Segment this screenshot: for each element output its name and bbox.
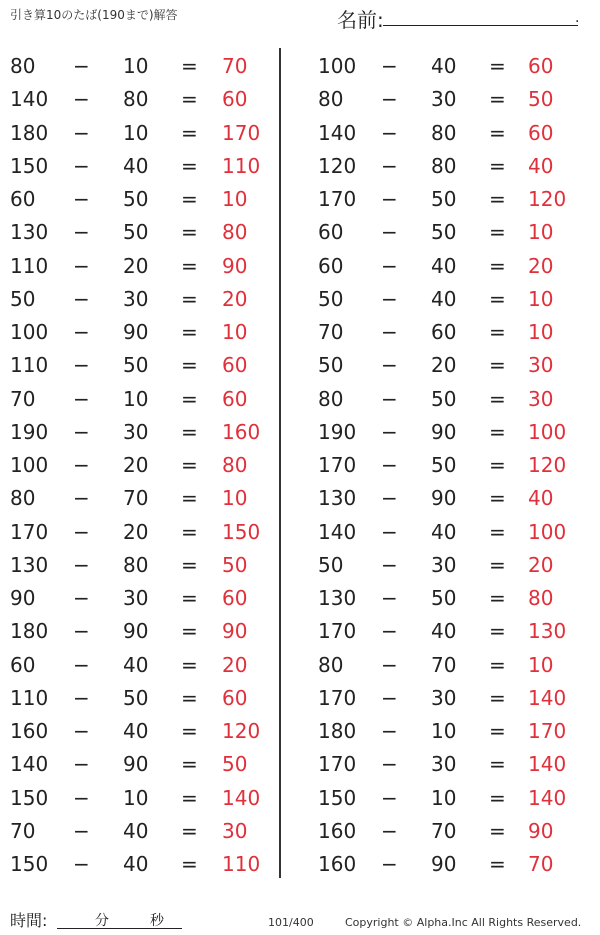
minus-sign: − [381,353,398,378]
subtrahend: 40 [123,719,149,743]
subtrahend: 30 [431,752,457,777]
equals-sign: = [181,54,198,78]
minus-sign: − [381,87,398,112]
answer: 90 [222,619,248,644]
minuend: 140 [10,752,49,777]
minuend: 190 [10,419,49,444]
answer: 60 [528,120,554,145]
answer: 100 [528,519,567,544]
minuend: 140 [10,87,49,112]
minus-sign: − [73,719,90,743]
subtrahend: 40 [431,54,457,78]
minus-sign: − [381,320,398,344]
equals-sign: = [489,852,506,876]
equals-sign: = [489,87,506,112]
minus-sign: − [73,486,90,511]
subtrahend: 60 [431,320,457,344]
subtrahend: 70 [123,486,149,511]
subtrahend: 40 [123,652,149,677]
worksheet-title: 引き算10のたば(190まで)解答 [10,8,178,22]
name-input-line[interactable] [383,25,578,26]
answer: 30 [528,386,554,411]
equals-sign: = [181,153,198,178]
minus-sign: − [381,253,398,278]
answer: 140 [222,785,261,810]
minuend: 70 [10,386,36,411]
minus-sign: − [73,785,90,810]
equals-sign: = [181,519,198,544]
subtrahend: 30 [123,586,149,610]
subtrahend: 50 [431,586,457,610]
minus-sign: − [381,153,398,178]
answer: 80 [222,453,248,477]
minuend: 170 [10,519,49,544]
subtrahend: 90 [123,320,149,344]
equals-sign: = [489,353,506,378]
minus-sign: − [73,552,90,577]
answer: 20 [222,286,248,311]
equals-sign: = [181,486,198,511]
page-number: 101/400 [268,916,314,929]
minuend: 90 [10,586,36,610]
minus-sign: − [73,586,90,610]
minus-sign: − [381,419,398,444]
subtrahend: 80 [123,552,149,577]
minus-sign: − [381,752,398,777]
equals-sign: = [489,286,506,311]
subtrahend: 90 [123,619,149,644]
minuend: 170 [318,752,357,777]
minuend: 50 [10,286,36,311]
minus-sign: − [73,453,90,477]
minus-sign: − [381,54,398,78]
time-label: 時間: [10,911,48,930]
equals-sign: = [181,719,198,743]
answer: 140 [528,685,567,710]
subtrahend: 80 [123,87,149,112]
equals-sign: = [489,54,506,78]
subtrahend: 20 [123,519,149,544]
equals-sign: = [489,586,506,610]
equals-sign: = [489,818,506,843]
minus-sign: − [381,519,398,544]
minuend: 80 [10,486,36,511]
equals-sign: = [489,719,506,743]
minuend: 70 [318,320,344,344]
minuend: 50 [318,286,344,311]
subtrahend: 50 [431,187,457,211]
minuend: 50 [318,552,344,577]
answer: 120 [528,453,567,477]
answer: 50 [222,552,248,577]
subtrahend: 40 [431,286,457,311]
equals-sign: = [489,619,506,644]
subtrahend: 90 [431,852,457,876]
subtrahend: 90 [431,486,457,511]
equals-sign: = [489,652,506,677]
answer: 130 [528,619,567,644]
minuend: 60 [10,652,36,677]
subtrahend: 20 [123,253,149,278]
answer: 60 [222,685,248,710]
answer: 20 [528,253,554,278]
answer: 140 [528,752,567,777]
minuend: 170 [318,187,357,211]
answer: 170 [222,120,261,145]
equals-sign: = [489,519,506,544]
minuend: 120 [318,153,357,178]
answer: 170 [528,719,567,743]
equals-sign: = [489,153,506,178]
minus-sign: − [73,652,90,677]
minus-sign: − [381,719,398,743]
answer: 90 [222,253,248,278]
minuend: 150 [10,153,49,178]
minuend: 130 [318,486,357,511]
minus-sign: − [381,586,398,610]
equals-sign: = [181,419,198,444]
minuend: 180 [10,619,49,644]
answer: 40 [528,153,554,178]
subtrahend: 40 [123,852,149,876]
minuend: 60 [10,187,36,211]
minus-sign: − [381,652,398,677]
minus-sign: − [73,187,90,211]
minuend: 170 [318,685,357,710]
minus-sign: − [381,685,398,710]
answer: 80 [222,220,248,245]
subtrahend: 50 [123,220,149,245]
minuend: 80 [318,652,344,677]
answer: 10 [222,486,248,511]
equals-sign: = [181,752,198,777]
minuend: 190 [318,419,357,444]
equals-sign: = [181,619,198,644]
equals-sign: = [181,852,198,876]
equals-sign: = [489,220,506,245]
minuend: 140 [318,120,357,145]
equals-sign: = [489,453,506,477]
minuend: 150 [10,785,49,810]
equals-sign: = [489,486,506,511]
subtrahend: 40 [431,519,457,544]
subtrahend: 30 [431,685,457,710]
minuend: 160 [10,719,49,743]
answer: 110 [222,852,261,876]
minuend: 80 [10,54,36,78]
subtrahend: 10 [123,120,149,145]
subtrahend: 20 [123,453,149,477]
equals-sign: = [181,120,198,145]
answer: 60 [222,586,248,610]
minuend: 100 [10,453,49,477]
answer: 50 [222,752,248,777]
subtrahend: 10 [431,719,457,743]
answer: 80 [528,586,554,610]
answer: 10 [222,320,248,344]
minuend: 110 [10,685,49,710]
minuend: 130 [10,220,49,245]
minutes-label: 分 [95,913,109,929]
minus-sign: − [73,286,90,311]
minuend: 110 [10,353,49,378]
subtrahend: 10 [123,54,149,78]
equals-sign: = [181,353,198,378]
minus-sign: − [381,552,398,577]
answer: 20 [528,552,554,577]
minus-sign: − [73,619,90,644]
answer: 60 [222,87,248,112]
equals-sign: = [181,652,198,677]
equals-sign: = [181,87,198,112]
answer: 70 [222,54,248,78]
equals-sign: = [489,785,506,810]
minus-sign: − [381,120,398,145]
minuend: 100 [318,54,357,78]
answer: 160 [222,419,261,444]
equals-sign: = [181,453,198,477]
subtrahend: 10 [123,785,149,810]
minus-sign: − [381,453,398,477]
subtrahend: 70 [431,652,457,677]
minuend: 130 [10,552,49,577]
answer: 110 [222,153,261,178]
answer: 60 [528,54,554,78]
minus-sign: − [73,852,90,876]
equals-sign: = [181,220,198,245]
minuend: 110 [10,253,49,278]
subtrahend: 50 [123,685,149,710]
minuend: 150 [10,852,49,876]
answer: 20 [222,652,248,677]
answer: 60 [222,386,248,411]
equals-sign: = [489,187,506,211]
minus-sign: − [381,818,398,843]
minus-sign: − [381,486,398,511]
equals-sign: = [489,320,506,344]
minuend: 160 [318,818,357,843]
equals-sign: = [181,818,198,843]
copyright-text: Copyright © Alpha.Inc All Rights Reserved. [345,916,582,929]
answer: 10 [528,652,554,677]
minuend: 50 [318,353,344,378]
equals-sign: = [489,253,506,278]
answer: 10 [528,220,554,245]
answer: 150 [222,519,261,544]
equals-sign: = [181,785,198,810]
minus-sign: − [73,419,90,444]
seconds-label: 秒 [150,913,164,929]
minuend: 170 [318,453,357,477]
minus-sign: − [381,286,398,311]
subtrahend: 80 [431,120,457,145]
subtrahend: 50 [431,386,457,411]
equals-sign: = [181,685,198,710]
answer: 50 [528,87,554,112]
minuend: 150 [318,785,357,810]
minuend: 180 [318,719,357,743]
subtrahend: 10 [431,785,457,810]
answer: 40 [528,486,554,511]
equals-sign: = [181,552,198,577]
minus-sign: − [381,386,398,411]
minus-sign: − [73,685,90,710]
minus-sign: − [73,120,90,145]
answer: 10 [222,187,248,211]
minuend: 60 [318,220,344,245]
equals-sign: = [489,685,506,710]
subtrahend: 40 [431,253,457,278]
equals-sign: = [181,320,198,344]
answer: 10 [528,286,554,311]
subtrahend: 30 [431,87,457,112]
minuend: 130 [318,586,357,610]
equals-sign: = [181,187,198,211]
equals-sign: = [181,253,198,278]
minus-sign: − [73,818,90,843]
minuend: 80 [318,87,344,112]
minuend: 100 [10,320,49,344]
answer: 60 [222,353,248,378]
subtrahend: 30 [431,552,457,577]
answer: 90 [528,818,554,843]
minus-sign: − [73,220,90,245]
minus-sign: − [73,54,90,78]
subtrahend: 90 [123,752,149,777]
answer: 30 [222,818,248,843]
subtrahend: 70 [431,818,457,843]
subtrahend: 90 [431,419,457,444]
minus-sign: − [73,752,90,777]
minus-sign: − [381,785,398,810]
answer: 120 [528,187,567,211]
subtrahend: 80 [431,153,457,178]
minus-sign: − [73,153,90,178]
minuend: 160 [318,852,357,876]
answer: 10 [528,320,554,344]
equals-sign: = [489,120,506,145]
minuend: 140 [318,519,357,544]
subtrahend: 50 [431,453,457,477]
minuend: 80 [318,386,344,411]
equals-sign: = [181,586,198,610]
subtrahend: 50 [123,353,149,378]
subtrahend: 50 [431,220,457,245]
name-end-dot: . [575,10,580,26]
subtrahend: 40 [431,619,457,644]
answer: 120 [222,719,261,743]
name-label: 名前: [337,8,384,32]
subtrahend: 30 [123,286,149,311]
minus-sign: − [381,619,398,644]
minuend: 60 [318,253,344,278]
minus-sign: − [73,386,90,411]
answer: 70 [528,852,554,876]
minus-sign: − [381,220,398,245]
equals-sign: = [489,419,506,444]
column-divider [279,48,281,878]
equals-sign: = [489,752,506,777]
minus-sign: − [381,852,398,876]
minus-sign: − [73,519,90,544]
equals-sign: = [489,552,506,577]
minus-sign: − [381,187,398,211]
minus-sign: − [73,320,90,344]
subtrahend: 40 [123,153,149,178]
minuend: 170 [318,619,357,644]
subtrahend: 40 [123,818,149,843]
equals-sign: = [181,386,198,411]
answer: 30 [528,353,554,378]
minus-sign: − [73,353,90,378]
minuend: 180 [10,120,49,145]
equals-sign: = [181,286,198,311]
minuend: 70 [10,818,36,843]
subtrahend: 50 [123,187,149,211]
minus-sign: − [73,253,90,278]
answer: 140 [528,785,567,810]
subtrahend: 20 [431,353,457,378]
answer: 100 [528,419,567,444]
equals-sign: = [489,386,506,411]
subtrahend: 10 [123,386,149,411]
subtrahend: 30 [123,419,149,444]
minus-sign: − [73,87,90,112]
